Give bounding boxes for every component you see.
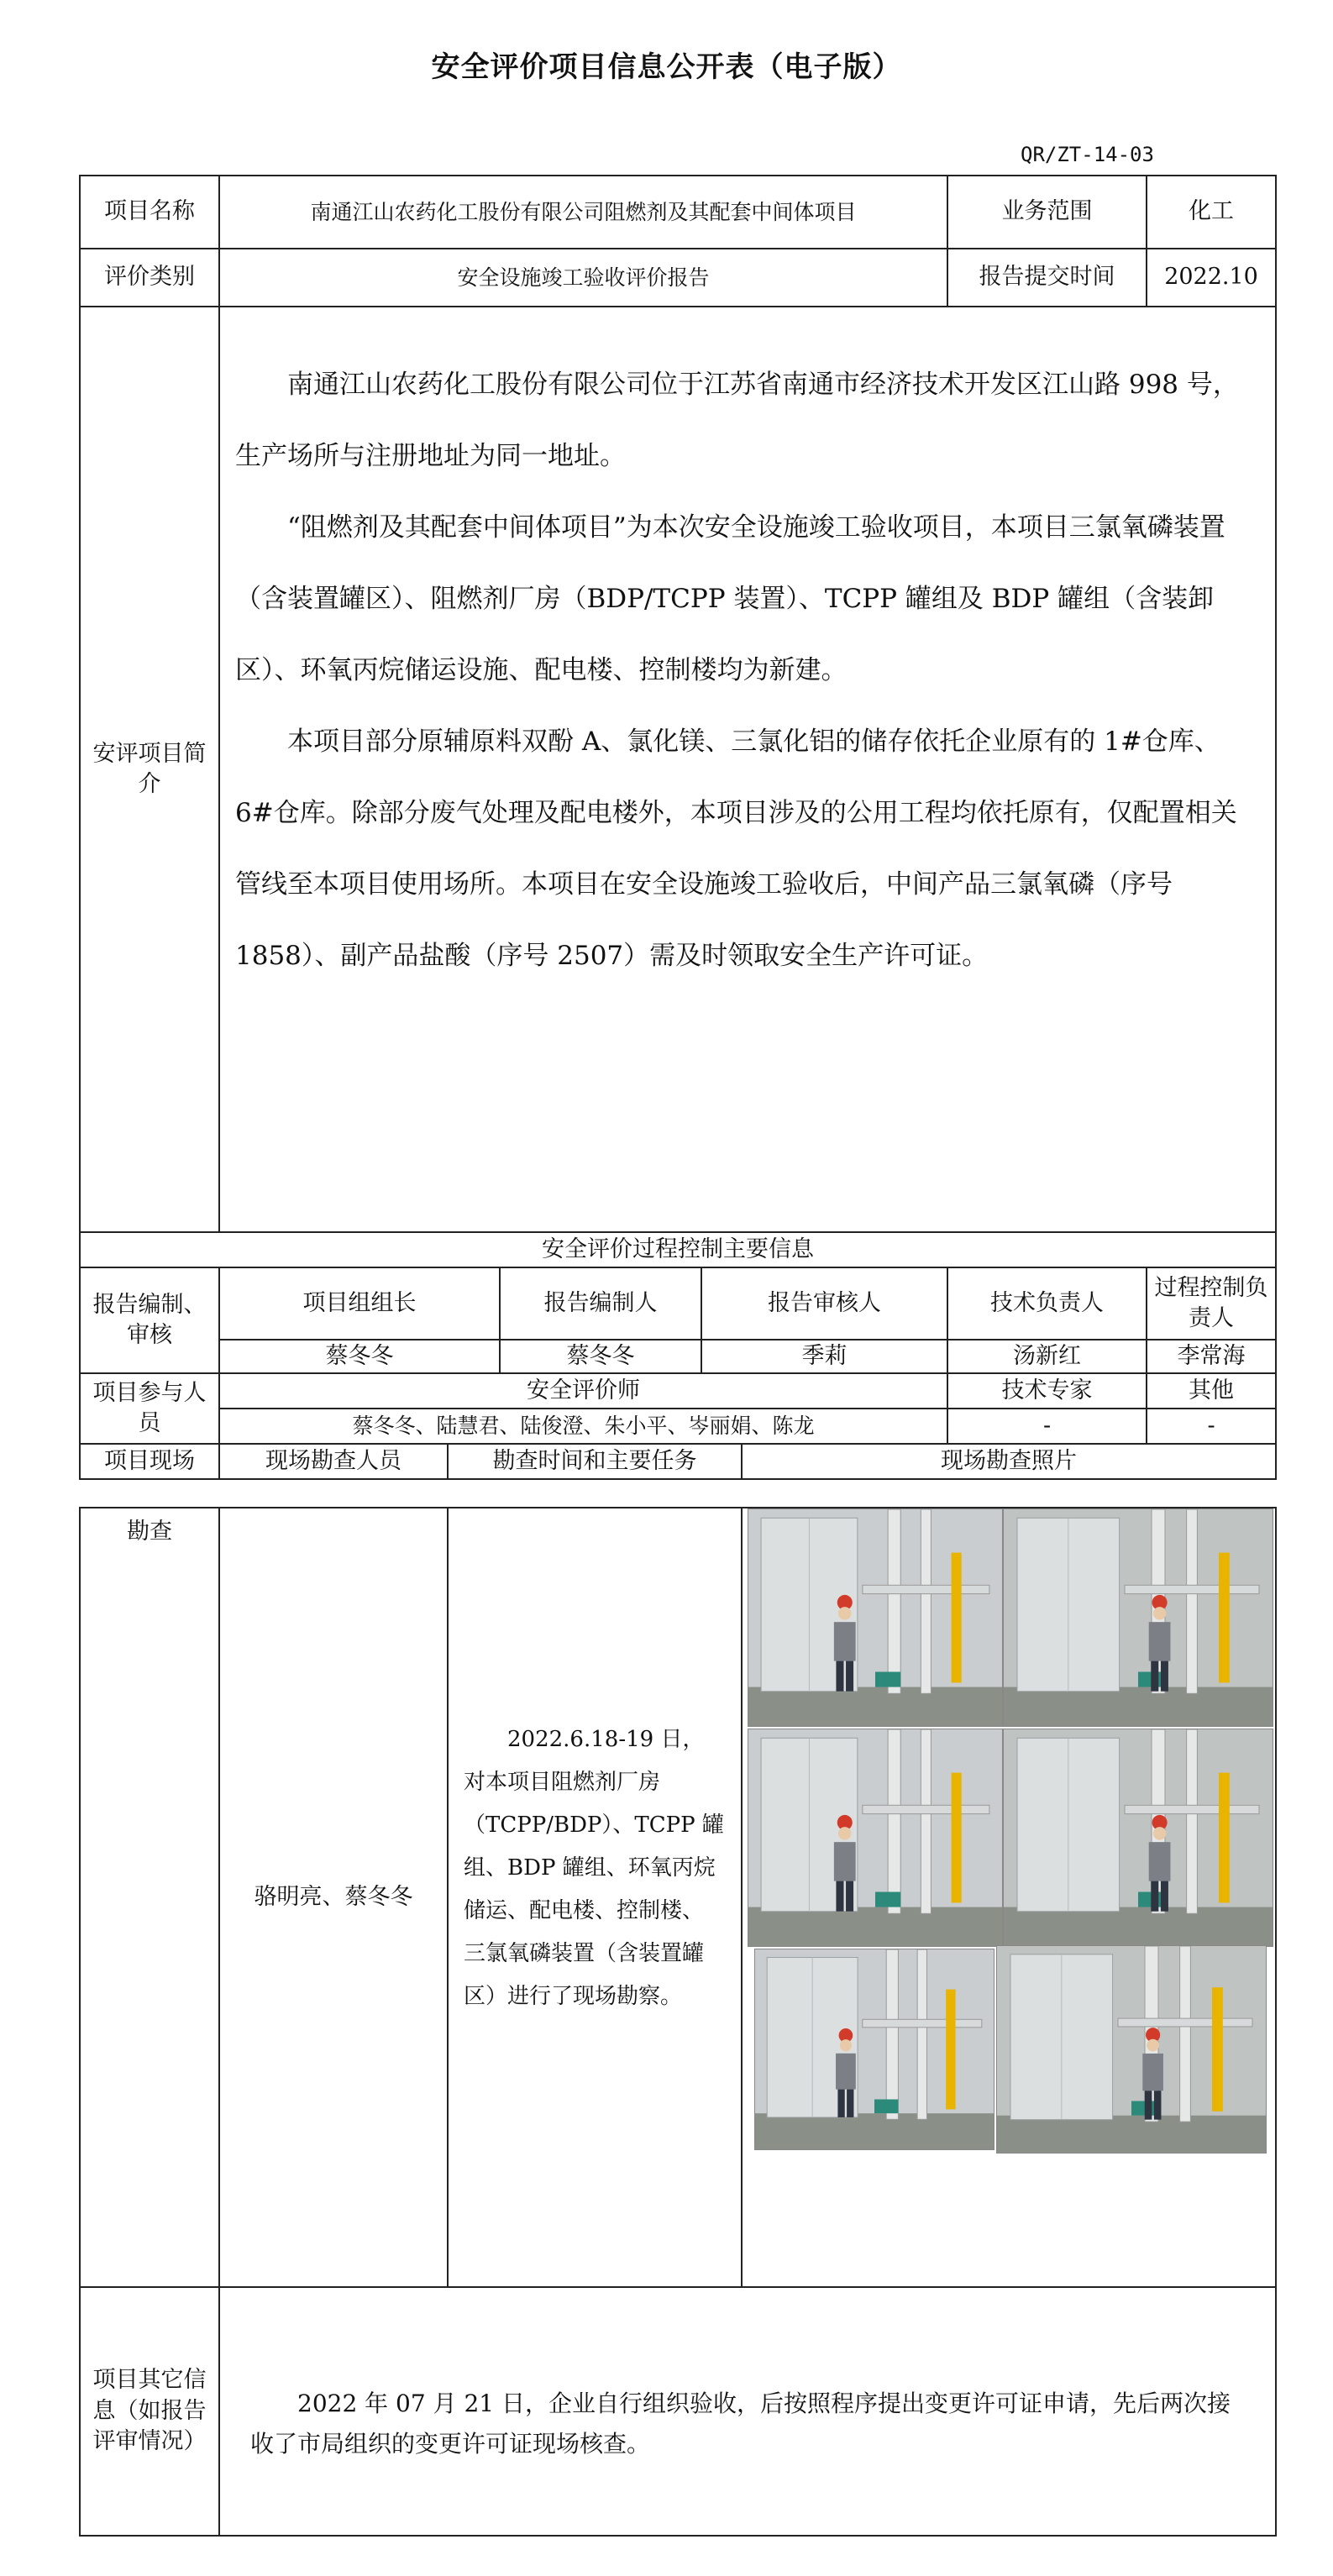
- project-name-label: 项目名称: [80, 176, 219, 249]
- survey-people: 骆明亮、蔡冬冬: [219, 1508, 448, 2287]
- site-label: 项目现场: [80, 1444, 219, 1479]
- info-table: [79, 175, 1277, 1445]
- intro-paragraph: 南通江山农药化工股份有限公司位于江苏省南通市经济技术开发区江山路 998 号，生产场所与注册地址为同一地址。: [235, 370, 1239, 471]
- intro-paragraph: “阻燃剂及其配套中间体项目”为本次安全设施竣工验收项目，本项目三氯氧磷装置（含装置罐区）、阻燃剂厂房（BDP/TCPP 装置）、TCPP 罐组及 BDP 罐组（含装卸区）、环氧丙烷储运设施、配电楼、控制楼均为新建。: [235, 512, 1225, 685]
- role-tech-lead: 技术负责人: [947, 1267, 1147, 1340]
- role-leader: 项目组组长: [219, 1267, 500, 1340]
- intro-label: 安评项目简介: [80, 307, 219, 1232]
- evaluators-value: 蔡冬冬、陆慧君、陆俊澄、朱小平、岑丽娟、陈龙: [219, 1409, 947, 1444]
- site-photo-tank-worker-5: [754, 1949, 995, 2150]
- business-scope-label: 业务范围: [947, 176, 1147, 249]
- business-scope-value: 化工: [1147, 176, 1276, 249]
- project-name-value: 南通江山农药化工股份有限公司阻燃剂及其配套中间体项目: [219, 176, 947, 249]
- document-title: 安全评价项目信息公开表（电子版）: [431, 50, 902, 84]
- person-reviewer: 季莉: [701, 1340, 947, 1373]
- person-tech-lead: 汤新红: [947, 1340, 1147, 1373]
- others-label: 其他: [1147, 1373, 1276, 1409]
- eval-type-value: 安全设施竣工验收评价报告: [219, 249, 947, 307]
- site-photo-pipes-worker-2: [1003, 1508, 1273, 1727]
- eval-type-label: 评价类别: [80, 249, 219, 307]
- submit-time-label: 报告提交时间: [947, 249, 1147, 307]
- other-info-cell: [219, 2287, 1276, 2536]
- experts-label: 技术专家: [947, 1373, 1147, 1409]
- site-photo-tank-worker-3: [748, 1729, 1003, 1947]
- evaluators-label: 安全评价师: [219, 1373, 947, 1409]
- site-photo-tank-worker-6: [996, 1945, 1267, 2154]
- intro-text: [219, 307, 1276, 1232]
- person-process-lead: 李常海: [1147, 1340, 1276, 1373]
- others-value: -: [1147, 1409, 1276, 1444]
- other-info-label: 项目其它信息（如报告评审情况）: [80, 2287, 219, 2536]
- site-photo-pipes-worker-4: [1003, 1729, 1273, 1947]
- person-author: 蔡冬冬: [500, 1340, 701, 1373]
- site-people-label: 现场勘查人员: [219, 1444, 448, 1479]
- intro-paragraph: 本项目部分原辅原料双酚 A、氯化镁、三氯化铝的储存依托企业原有的 1#仓库、6#仓库。除部分废气处理及配电楼外，本项目涉及的公用工程均依托原有，仅配置相关管线至本项目使用场所。本项目在安全设施竣工验收后，中间产品三氯氧磷（序号 1858）、副产品盐酸（序号 2507）需及时领取安全生产许可证。: [235, 727, 1237, 971]
- participants-label: 项目参与人员: [80, 1373, 219, 1444]
- survey-label: 勘查: [80, 1508, 219, 2287]
- person-leader: 蔡冬冬: [219, 1340, 500, 1373]
- role-author: 报告编制人: [500, 1267, 701, 1340]
- site-photo-tank-worker-1: [748, 1508, 1003, 1727]
- role-reviewer: 报告审核人: [701, 1267, 947, 1340]
- process-header: 安全评价过程控制主要信息: [80, 1232, 1276, 1267]
- site-header-table: [79, 1443, 1277, 1480]
- report-label: 报告编制、审核: [80, 1267, 219, 1373]
- submit-time-value: 2022.10: [1147, 249, 1276, 307]
- site-time-label: 勘查时间和主要任务: [448, 1444, 742, 1479]
- survey-desc: 2022.6.18-19 日，对本项目阻燃剂厂房（TCPP/BDP）、TCPP 罐组、BDP 罐组、环氧丙烷储运、配电楼、控制楼、三氯氧磷装置（含装置罐区）进行了现场勘察。: [464, 1727, 724, 2009]
- document-code: QR/ZT-14-03: [1021, 143, 1154, 166]
- survey-desc-cell: [448, 1508, 742, 2287]
- other-info-text: 2022 年 07 月 21 日，企业自行组织验收，后按照程序提出变更许可证申请，先后两次接收了市局组织的变更许可证现场核查。: [250, 2390, 1231, 2458]
- site-photos-label: 现场勘查照片: [742, 1444, 1276, 1479]
- role-process-lead: 过程控制负责人: [1147, 1267, 1276, 1340]
- experts-value: -: [947, 1409, 1147, 1444]
